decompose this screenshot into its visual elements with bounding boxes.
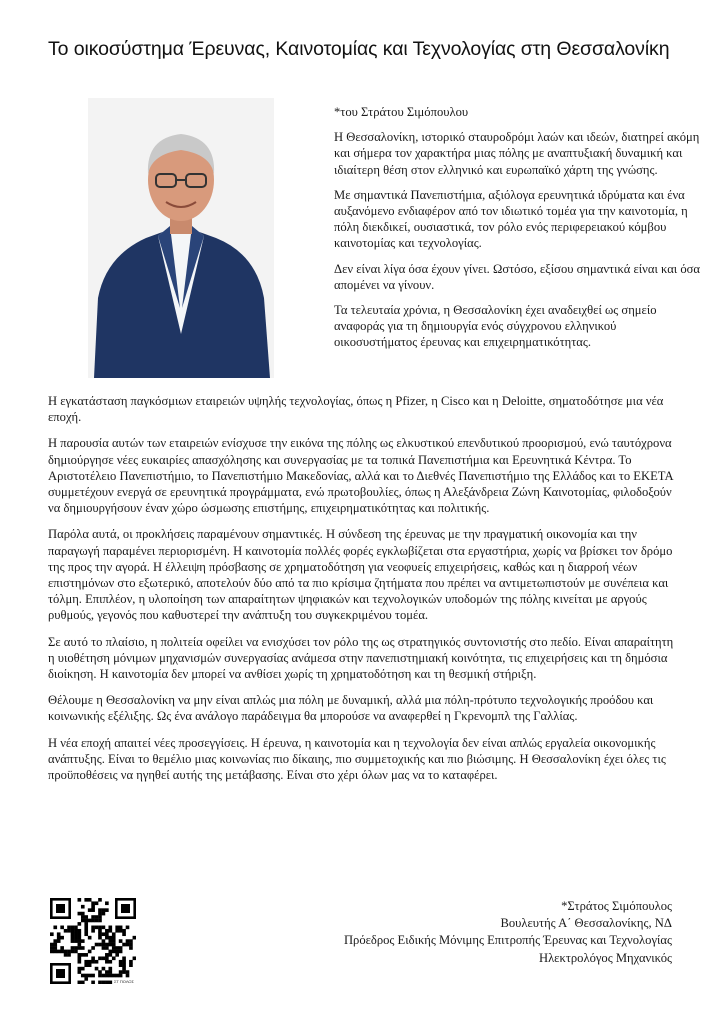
qr-module [119, 926, 123, 930]
qr-module [67, 929, 71, 933]
qr-module [71, 932, 75, 936]
qr-module [126, 926, 130, 930]
qr-module [122, 929, 126, 933]
qr-module [95, 943, 99, 947]
qr-module [91, 905, 95, 909]
qr-code[interactable] [50, 898, 136, 984]
qr-module [115, 974, 119, 978]
qr-module [78, 967, 82, 971]
qr-module [81, 919, 85, 923]
qr-module [105, 946, 109, 950]
body-paragraph-5: Θέλουμε η Θεσσαλονίκη να μην είναι απλώς μια πόλη με δυναμική, αλλά μια πόλη-πρότυπο τεχνολογικής προόδου και κοινωνικής εξέλιξης. Ως ένα ανάλογο παράδειγμα θα μπορούσε να αναφερθεί η Γκρενομπλ της Γαλλίας. [48, 693, 654, 724]
qr-module [78, 898, 82, 902]
qr-module [102, 932, 106, 936]
body-paragraph-6: Η νέα εποχή απαιτεί νέες προσεγγίσεις. Η έρευνα, η καινοτομία και η τεχνολογία δεν είναι απλώς εργαλεία οικονομικής ανάπτυξης. Είναι το θεμέλιο μιας κοινωνίας πιο δίκαιης, πιο συμμετοχικής και πιο βιώσιμης. Η Θεσσαλονίκη έχει όλες τις προϋποθέσεις να ηγηθεί αυτής της μετάβασης. Είναι στο χέρι όλων μας να το καταφέρει. [48, 735, 666, 783]
qr-module [108, 950, 112, 954]
author-byline: *του Στράτου Σιμόπουλου [334, 105, 469, 119]
signature-committee: Πρόεδρος Ειδικής Μόνιμης Επιτροπής Έρευνας και Τεχνολογίας [343, 933, 672, 948]
qr-module [88, 963, 92, 967]
qr-module [84, 932, 88, 936]
qr-module [57, 939, 61, 943]
qr-module [67, 953, 71, 957]
qr-module [88, 936, 92, 940]
qr-module [71, 946, 75, 950]
qr-module [84, 974, 88, 978]
qr-module [95, 919, 99, 923]
qr-module [105, 960, 109, 964]
body-paragraph-3: Παρόλα αυτά, οι προκλήσεις παραμένουν σημαντικές. Η σύνδεση της έρευνας με την πραγματική οικονομία και την παραγωγή παραμένει περιορισμένη. Η καινοτομία πολλές φορές εγκλωβίζεται στα εργαστήρια, χωρίς να βρίσκει τον δρόμο της προς την αγορά. Η έλλειψη πρόσβασης σε χρηματοδότηση για νεοφυείς επιχειρήσεις, καθώς και η διαρροή νέων επιστημόνων στο εξωτερικό, αποτελούν δύο από τα πιο κρίσιμα ζητήματα που πρέπει να αντιμετωπιστούν με συνέπεια και τόλμη. Επιπλέον, η υλοποίηση των απαραίτητων ψηφιακών και τεχνολογικών υποδομών της πόλης κινείται με αργούς ρυθμούς, γεγονός που καθυστερεί την ανάπτυξη του συγκεκριμένου τομέα. [48, 527, 673, 623]
qr-module [50, 950, 54, 954]
qr-module [108, 936, 112, 940]
qr-module [129, 939, 133, 943]
qr-module [64, 929, 68, 933]
qr-module [98, 932, 102, 936]
qr-module [57, 950, 61, 954]
qr-module [122, 943, 126, 947]
qr-module [81, 974, 85, 978]
qr-module [126, 939, 130, 943]
qr-module [115, 953, 119, 957]
qr-module [84, 929, 88, 933]
qr-module [91, 926, 95, 930]
qr-module [50, 932, 54, 936]
intro-paragraph-1: Η Θεσσαλονίκη, ιστορικό σταυροδρόμι λαών και ιδεών, διατηρεί ακόμη και σήμερα τον χαρακτήρα μιας πόλης με αναπτυξιακή δυναμική και ιδιαίτερη θέση στον ελληνικό και ευρωπαϊκό χάρτη της γνώσης. [334, 130, 700, 177]
qr-module [74, 929, 78, 933]
qr-module [102, 946, 106, 950]
qr-module [98, 936, 102, 940]
qr-module [102, 956, 106, 960]
qr-module [112, 936, 116, 940]
qr-module [78, 946, 82, 950]
qr-module [133, 956, 136, 960]
qr-module [119, 939, 123, 943]
qr-module [84, 915, 88, 919]
qr-module [64, 953, 68, 957]
qr-module [119, 946, 123, 950]
qr-module [74, 936, 78, 940]
qr-module [126, 943, 130, 947]
qr-module [115, 950, 119, 954]
qr-module [53, 946, 57, 950]
qr-module [102, 974, 106, 978]
qr-module [105, 974, 109, 978]
qr-module [84, 963, 88, 967]
qr-module [122, 956, 126, 960]
qr-module [78, 943, 82, 947]
qr-module [78, 929, 82, 933]
author-portrait-image [88, 98, 274, 378]
qr-module [60, 946, 64, 950]
qr-module [78, 953, 82, 957]
qr-module [98, 926, 102, 930]
qr-module [95, 926, 99, 930]
qr-module [95, 901, 99, 905]
qr-module [102, 943, 106, 947]
qr-module [105, 981, 109, 984]
qr-module [112, 946, 116, 950]
qr-module [112, 950, 116, 954]
qr-module [74, 939, 78, 943]
body-paragraph-1: Η εγκατάσταση παγκόσμιων εταιρειών υψηλής τεχνολογίας, όπως η Pfizer, η Cisco και η Deloitte, σηματοδότησε μια νέα εποχή. [48, 394, 664, 425]
qr-module [88, 974, 92, 978]
qr-module [88, 908, 92, 912]
qr-module [78, 981, 82, 984]
qr-module [81, 946, 85, 950]
qr-module [95, 915, 99, 919]
qr-module [84, 926, 88, 930]
qr-module [78, 960, 82, 964]
intro-paragraph-2: Με σημαντικά Πανεπιστήμια, αξιόλογα ερευνητικά ιδρύματα και ένα αυξανόμενο ενδιαφέρον από τον ιδιωτικό τομέα για την καινοτομία, η πόλη διεκδικεί, ουσιαστικά, τον ρόλο ενός περιφερειακού κόμβου καινοτομίας και τεχνολογίας. [334, 187, 688, 251]
qr-module [119, 960, 123, 964]
qr-module [102, 981, 106, 984]
qr-module [108, 970, 112, 974]
qr-module [133, 936, 136, 940]
qr-module [98, 943, 102, 947]
qr-module [81, 939, 85, 943]
qr-module [102, 967, 106, 971]
qr-module [95, 967, 99, 971]
qr-module [74, 932, 78, 936]
qr-module [105, 970, 109, 974]
qr-module [74, 926, 78, 930]
qr-module [105, 943, 109, 947]
qr-module [105, 932, 109, 936]
author-photo [88, 98, 274, 378]
qr-module [81, 915, 85, 919]
qr-module [84, 898, 88, 902]
qr-module [88, 919, 92, 923]
qr-module [74, 950, 78, 954]
qr-module [119, 929, 123, 933]
qr-module [102, 926, 106, 930]
qr-module [50, 946, 54, 950]
qr-module [57, 936, 61, 940]
qr-module [98, 915, 102, 919]
qr-module [129, 963, 133, 967]
qr-module [126, 970, 130, 974]
qr-module [108, 967, 112, 971]
intro-paragraph-3: Δεν είναι λίγα όσα έχουν γίνει. Ωστόσο, εξίσου σημαντικά είναι και όσα απομένει να γίνουν. [334, 261, 701, 292]
qr-module [53, 950, 57, 954]
qr-module [57, 932, 61, 936]
qr-module [60, 926, 64, 930]
qr-module [119, 950, 123, 954]
qr-module [95, 960, 99, 964]
qr-module [112, 932, 116, 936]
intro-paragraph-4: Τα τελευταία χρόνια, η Θεσσαλονίκη έχει αναδειχθεί ως σημείο αναφοράς για τη δημιουργία ενός σύγχρονου ελληνικού οικοσυστήματος έρευνας και επιχειρηματικότητας. [334, 303, 657, 350]
qr-module [81, 912, 85, 916]
qr-module [122, 967, 126, 971]
qr-module [91, 919, 95, 923]
qr-module [98, 956, 102, 960]
body-paragraph-2: Η παρουσία αυτών των εταιρειών ενίσχυσε την εικόνα της πόλης ως ελκυστικού επενδυτικού προορισμού, ενώ ταυτόχρονα δημιούργησε νέες ευκαιρίες απασχόλησης και συνεργασίας με τα τοπικά Πανεπιστήμια και Ερευνητικά Κέντρα. Το Αριστοτέλειο Πανεπιστήμιο, το Πανεπιστήμιο Μακεδονίας, αλλά και το Διεθνές Πανεπιστήμιο της Ελλάδος και το ΕΚΕΤΑ συμμετέχουν ενεργά σε ερευνητικά προγράμματα, ενώ πρωτοβουλίες, όπως η Αλεξάνδρεια Ζώνη Καινοτομίας, φιλοδοξούν να δημιουργήσουν έναν χώρο ώσμωσης επιστήμης, επιχειρηματικότητας και πολιτικής. [48, 436, 673, 516]
qr-module [91, 908, 95, 912]
qr-caption: ΣΤ ΠΟΛΟΣ [113, 979, 134, 984]
qr-module [91, 956, 95, 960]
qr-module [84, 953, 88, 957]
page-title: Το οικοσύστημα Έρευνας, Καινοτομίας και Τεχνολογίας στη Θεσσαλονίκη [48, 38, 670, 60]
qr-module [81, 981, 85, 984]
qr-module [71, 936, 75, 940]
qr-module [112, 956, 116, 960]
signature-role: Βουλευτής Α΄ Θεσσαλονίκης, ΝΔ [500, 916, 672, 931]
qr-module [105, 929, 109, 933]
qr-module [88, 960, 92, 964]
qr-module [84, 922, 88, 926]
qr-module [112, 939, 116, 943]
qr-module [108, 926, 112, 930]
qr-module [98, 919, 102, 923]
qr-module [98, 981, 102, 984]
qr-module [115, 929, 119, 933]
qr-module [98, 974, 102, 978]
qr-module [67, 950, 71, 954]
qr-module [108, 943, 112, 947]
article-body [48, 393, 674, 793]
qr-module [108, 929, 112, 933]
intro-column [334, 104, 702, 360]
qr-module [102, 908, 106, 912]
qr-module [67, 926, 71, 930]
body-paragraph-4: Σε αυτό το πλαίσιο, η πολιτεία οφείλει να ενισχύσει τον ρόλο της ως στρατηγικός συντονιστής στο πεδίο. Είναι απαραίτητη η υιοθέτηση μόνιμων μηχανισμών συνεργασίας ανάμεσα στην πανεπιστημιακή κοινότητα, τις επιχειρήσεις και τη δημόσια διοίκηση. Η καινοτομία δεν μπορεί να ανθίσει χωρίς τη χρηματοδότηση και τη θεσμική στήριξη. [48, 634, 674, 682]
qr-module [108, 953, 112, 957]
qr-module [98, 912, 102, 916]
qr-code-image [50, 898, 136, 984]
qr-module [108, 960, 112, 964]
qr-module [64, 950, 68, 954]
qr-module [91, 981, 95, 984]
qr-module [112, 943, 116, 947]
qr-module [122, 970, 126, 974]
qr-module [105, 956, 109, 960]
qr-module [71, 939, 75, 943]
qr-module [88, 950, 92, 954]
qr-module [122, 960, 126, 964]
qr-module [71, 926, 75, 930]
qr-module [115, 946, 119, 950]
qr-module [119, 974, 123, 978]
qr-module [112, 974, 116, 978]
qr-module [119, 970, 123, 974]
qr-module [126, 974, 130, 978]
qr-module [105, 908, 109, 912]
qr-module [88, 898, 92, 902]
qr-module [122, 932, 126, 936]
qr-module [108, 939, 112, 943]
qr-module [108, 981, 112, 984]
qr-module [50, 943, 54, 947]
qr-module [105, 901, 109, 905]
qr-module [53, 943, 57, 947]
qr-module [105, 953, 109, 957]
qr-module [129, 960, 133, 964]
qr-module [74, 946, 78, 950]
qr-module [102, 912, 106, 916]
qr-module [78, 956, 82, 960]
qr-module [108, 974, 112, 978]
author-signature [252, 898, 672, 967]
qr-module [98, 908, 102, 912]
qr-module [60, 950, 64, 954]
qr-module [98, 970, 102, 974]
qr-module [78, 912, 82, 916]
qr-module [84, 919, 88, 923]
qr-module [78, 970, 82, 974]
qr-module [81, 967, 85, 971]
qr-module [53, 939, 57, 943]
qr-module [91, 915, 95, 919]
qr-module [84, 960, 88, 964]
qr-module [105, 936, 109, 940]
qr-module [78, 932, 82, 936]
qr-module [119, 963, 123, 967]
qr-module [71, 929, 75, 933]
qr-module [98, 898, 102, 902]
signature-profession: Ηλεκτρολόγος Μηχανικός [538, 950, 672, 965]
qr-module [71, 950, 75, 954]
signature-name: *Στράτος Σιμόπουλος [561, 899, 672, 913]
qr-module [129, 946, 133, 950]
qr-module [81, 953, 85, 957]
qr-module [102, 939, 106, 943]
qr-module [91, 974, 95, 978]
qr-module [53, 926, 57, 930]
qr-module [78, 922, 82, 926]
qr-module [115, 926, 119, 930]
qr-module [122, 963, 126, 967]
qr-module [91, 929, 95, 933]
qr-module [129, 943, 133, 947]
qr-module [91, 946, 95, 950]
qr-module [91, 901, 95, 905]
qr-module [78, 939, 82, 943]
qr-module [98, 929, 102, 933]
qr-module [84, 977, 88, 981]
qr-module [60, 936, 64, 940]
qr-module [91, 960, 95, 964]
qr-module [81, 905, 85, 909]
qr-module [78, 936, 82, 940]
